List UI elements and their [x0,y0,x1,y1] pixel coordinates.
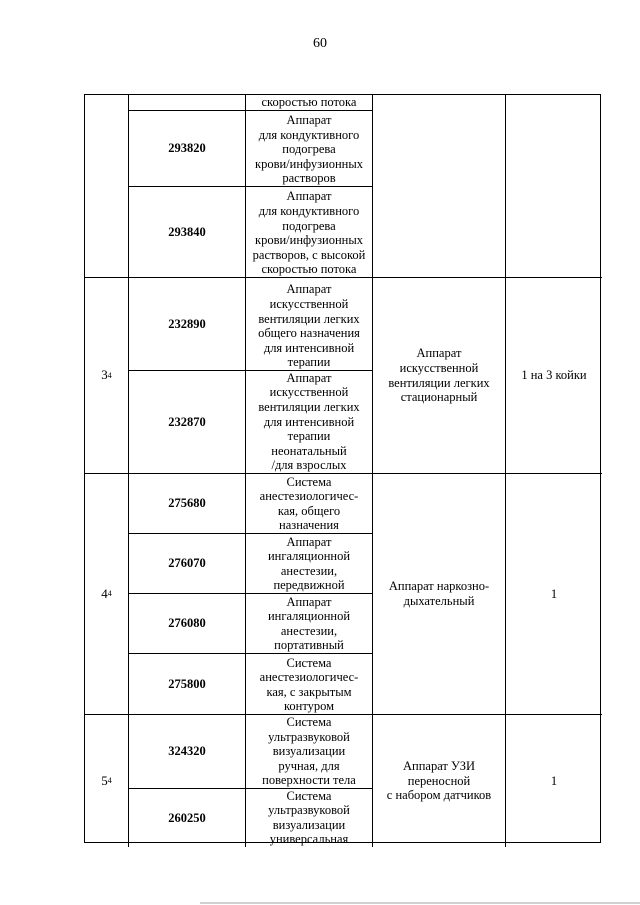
device-name-text: Система анестезиологичес- кая, с закрытым контуром [259,655,359,714]
table-cell-device-type [373,474,506,715]
table-cell-row-number: 4 4 [85,474,129,715]
device-name-text: Система ультразвуковой визуализации универсальная [268,789,350,847]
equipment-table [84,94,601,847]
table-cell-name [246,474,373,534]
device-name-text: скоростью потока [261,95,357,110]
table-cell-name [246,534,373,594]
device-name-text: Система ультразвуковой визуализации ручная, для поверхности тела [262,715,356,788]
device-name-text: Аппарат ингаляционной анестезии, передвижной [267,534,351,593]
device-type-text: Аппарат УЗИ переносной с набором датчиков [386,759,492,803]
page-number: 60 [313,36,327,51]
row-number-text: 5 [101,772,108,788]
table-cell-quantity: 1 [506,474,602,715]
table-cell-device-type [373,278,506,474]
table-cell-quantity: 1 [550,773,558,788]
table-cell-name [246,95,373,111]
table-cell-device-type [373,715,506,847]
device-name-text: Аппарат для кондуктивного подогрева крови/инфузионных растворов, с высокой скоростью потока [252,189,366,277]
row-number-text: 4 [101,585,108,601]
device-name-text: Система анестезиологичес- кая, общего назначения [259,474,359,533]
table-cell-name [246,715,373,789]
table-cell-code: 276080 [129,594,246,654]
table-cell-name [246,594,373,654]
table-cell-name [246,789,373,847]
table-cell-num-prev [85,95,129,278]
table-cell-name [246,278,373,371]
table-cell-name [246,654,373,715]
table-cell-code: 293840 [129,187,246,278]
table-cell-code-prev [129,95,246,111]
table-cell-row-number: 5 4 [85,715,129,847]
table-cell-code: 276070 [129,534,246,594]
device-type-text: Аппарат искусственной вентиляции легких стационарный [388,346,490,405]
table-cell-code: 232870 [129,371,246,474]
device-name-text: Аппарат ингаляционной анестезии, портативный [267,594,351,653]
table-cell-code: 293820 [129,111,246,187]
table-cell-code: 275800 [129,654,246,715]
table-cell-code: 260250 [129,789,246,847]
table-cell-name [246,111,373,187]
table-cell-row-number: 3 4 [85,278,129,474]
page-edge-line [200,902,640,904]
table-cell-code: 232890 [129,278,246,371]
device-type-text: Аппарат наркозно- дыхательный [388,579,490,608]
row-number-text: 3 [101,367,108,383]
table-cell-name [246,187,373,278]
table-cell-code: 275680 [129,474,246,534]
table-cell-qty-prev [506,95,602,278]
device-name-text: Аппарат искусственной вентиляции легких для интенсивной терапии неонатальный /для взрослых [258,371,360,473]
table-cell-name [246,371,373,474]
device-name-text: Аппарат искусственной вентиляции легких общего назначения для интенсивной терапии [258,282,360,370]
table-cell-quantity: 1 на 3 койки [506,278,602,474]
device-name-text: Аппарат для кондуктивного подогрева крови/инфузионных растворов [255,113,363,186]
table-cell-code: 324320 [129,715,246,789]
table-cell-device-prev [373,95,506,278]
